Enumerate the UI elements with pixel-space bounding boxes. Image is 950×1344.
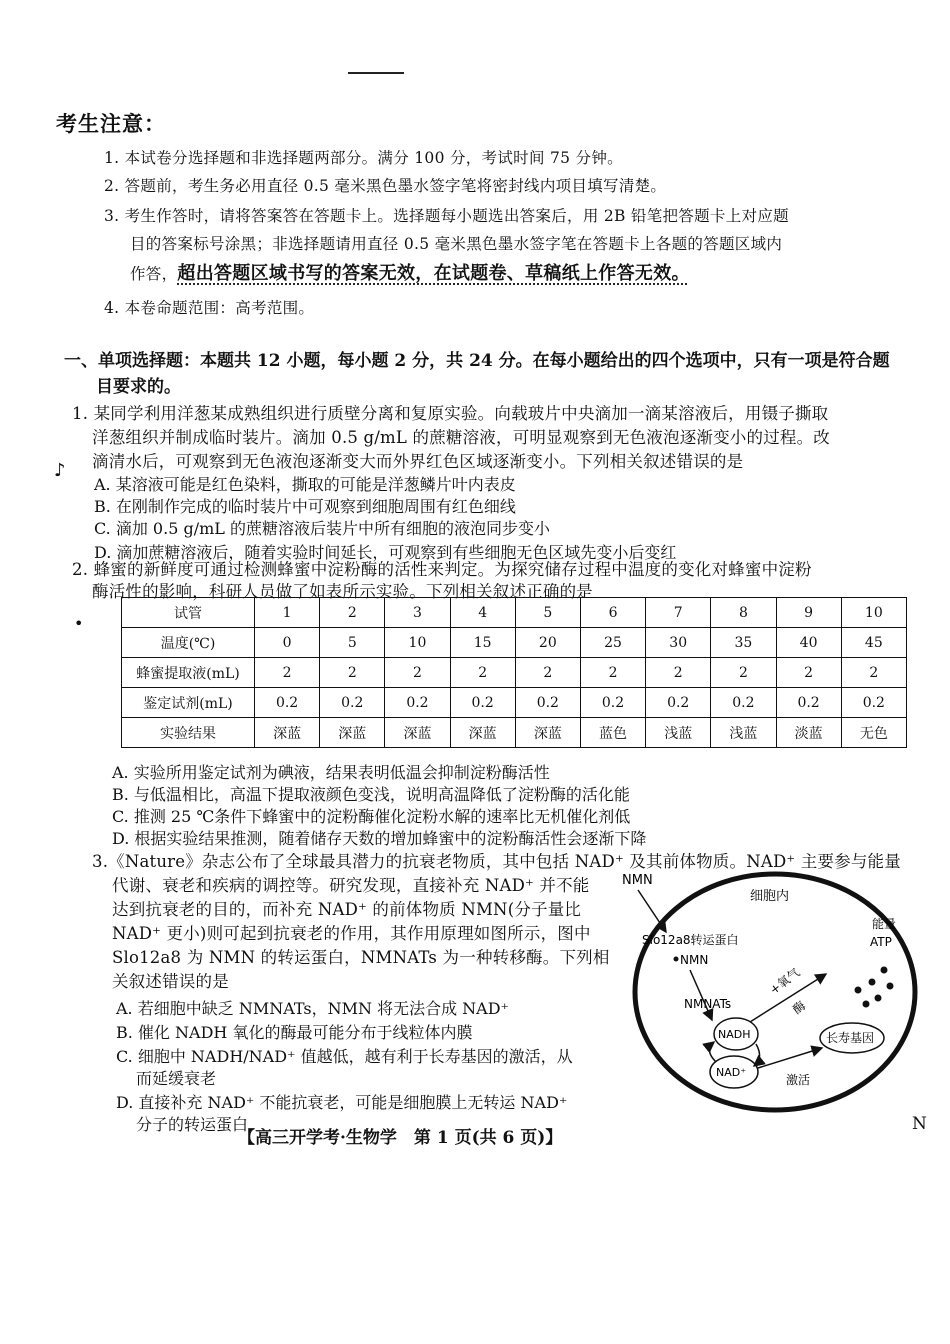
- notice-item-3-line-2: 目的答案标号涂黑；非选择题请用直径 0.5 毫米黑色墨水签字笔在答题卡上各题的答题区域内: [130, 235, 783, 253]
- table-row: [122, 598, 907, 628]
- experiment-table: [121, 597, 907, 748]
- table-cell: 2: [255, 658, 320, 688]
- table-cell: 深蓝: [255, 718, 320, 748]
- table-cell: 无色: [841, 718, 906, 748]
- q3-option-d-line-1: D. 直接补充 NAD⁺ 不能抗衰老，可能是细胞膜上无转运 NAD⁺: [116, 1093, 568, 1112]
- atp-dot: [881, 967, 888, 974]
- table-cell: 0.2: [385, 688, 450, 718]
- table-cell: 5: [515, 598, 580, 628]
- table-cell: 2: [515, 658, 580, 688]
- q3-option-a: A. 若细胞中缺乏 NMNATs，NMN 将无法合成 NAD⁺: [116, 999, 509, 1018]
- corner-mark: N: [912, 1114, 927, 1134]
- q3-stem-line-1: 3.《Nature》杂志公布了全球最具潜力的抗衰老物质，其中包括 NAD⁺ 及其前体物质。NAD⁺ 主要参与能量: [92, 852, 901, 871]
- notice-item-2: 2. 答题前，考生务必用直径 0.5 毫米黑色墨水签字笔将密封线内项目填写清楚。: [104, 177, 667, 195]
- table-cell: 4: [450, 598, 515, 628]
- pen-mark-icon: ♪: [54, 460, 66, 481]
- table-cell: 0.2: [711, 688, 776, 718]
- table-cell: 0.2: [841, 688, 906, 718]
- table-cell: 30: [646, 628, 711, 658]
- atp-dot: [875, 995, 882, 1002]
- nmn-dot: [674, 957, 679, 962]
- table-cell: 深蓝: [515, 718, 580, 748]
- section-heading-line-2: 目要求的。: [96, 377, 181, 397]
- arrow-nmn-to-nad: [690, 970, 712, 1020]
- table-cell: 0.2: [450, 688, 515, 718]
- q3-option-b: B. 催化 NADH 氧化的酶最可能分布于线粒体内膜: [116, 1023, 473, 1042]
- table-cell: 0: [255, 628, 320, 658]
- row-label-result: 实验结果: [122, 718, 255, 748]
- table-cell: 9: [776, 598, 841, 628]
- table-cell: 2: [320, 658, 385, 688]
- table-cell: 淡蓝: [776, 718, 841, 748]
- table-cell: 15: [450, 628, 515, 658]
- table-cell: 40: [776, 628, 841, 658]
- arrow-nmn-entry: [638, 890, 666, 932]
- q2-option-d: D. 根据实验结果推测，随着储存天数的增加蜂蜜中的淀粉酶活性会逐渐下降: [112, 829, 647, 848]
- q3-option-c-line-2: 而延缓衰老: [136, 1069, 217, 1088]
- table-cell: 深蓝: [450, 718, 515, 748]
- table-cell: 0.2: [776, 688, 841, 718]
- q2-stem-line-1: 2. 蜂蜜的新鲜度可通过检测蜂蜜中淀粉酶的活性来判定。为探究储存过程中温度的变化对蜂蜜中淀粉: [72, 560, 812, 579]
- q1-stem-line-2: 洋葱组织并制成临时装片。滴加 0.5 g/mL 的蔗糖溶液，可明显观察到无色液泡逐渐变小的过程。改: [92, 428, 830, 447]
- table-cell: 10: [841, 598, 906, 628]
- table-cell: 20: [515, 628, 580, 658]
- table-cell: 5: [320, 628, 385, 658]
- table-cell: 10: [385, 628, 450, 658]
- notice-item-4: 4. 本卷命题范围：高考范围。: [104, 299, 315, 317]
- q1-option-d: D. 滴加蔗糖溶液后，随着实验时间延长，可观察到有些细胞无色区域先变小后变红: [94, 543, 677, 562]
- table-cell: 0.2: [320, 688, 385, 718]
- table-cell: 2: [841, 658, 906, 688]
- atp-dot: [887, 983, 894, 990]
- table-row: [122, 658, 907, 688]
- table-cell: 1: [255, 598, 320, 628]
- longevity-gene-label: 长寿基因: [826, 1031, 875, 1045]
- table-row: [122, 628, 907, 658]
- notice-item-3-line-1: 3. 考生作答时，请将答案答在答题卡上。选择题每小题选出答案后，用 2B 铅笔把答题卡上对应题: [104, 207, 789, 225]
- q3-stem-line-6: 关叙述错误的是: [112, 972, 229, 991]
- table-cell: 0.2: [580, 688, 645, 718]
- q2-option-a: A. 实验所用鉴定试剂为碘液，结果表明低温会抑制淀粉酶活性: [112, 763, 550, 782]
- q3-stem-line-3: 达到抗衰老的目的，而补充 NAD⁺ 的前体物质 NMN(分子量比: [112, 900, 582, 919]
- table-cell: 45: [841, 628, 906, 658]
- row-label-temperature: 温度(℃): [122, 628, 255, 658]
- bullet-dot: •: [74, 614, 84, 633]
- nmn-inside-label: NMN: [680, 953, 709, 967]
- energy-label: 能量: [872, 917, 897, 931]
- q1-stem-line-1: 1. 某同学利用洋葱某成熟组织进行质壁分离和复原实验。向载玻片中央滴加一滴某溶液后，用镊子撕取: [72, 404, 829, 423]
- q2-option-c: C. 推测 25 ℃条件下蜂蜜中的淀粉酶催化淀粉水解的速率比无机催化剂低: [112, 807, 631, 826]
- arrow-activate: [758, 1048, 822, 1068]
- enzyme-label: 酶: [790, 998, 809, 1017]
- atp-dot: [855, 987, 862, 994]
- table-cell: 7: [646, 598, 711, 628]
- page-footer: 【高三开学考·生物学 第 1 页(共 6 页)】: [238, 1128, 563, 1148]
- table-row: [122, 718, 907, 748]
- table-cell: 浅蓝: [646, 718, 711, 748]
- nadh-label: NADH: [718, 1028, 751, 1041]
- table-cell: 2: [711, 658, 776, 688]
- table-cell: 2: [450, 658, 515, 688]
- q1-option-b: B. 在刚制作完成的临时装片中可观察到细胞周围有红色细线: [94, 497, 516, 516]
- q3-stem-line-4: NAD⁺ 更小)则可起到抗衰老的作用，其作用原理如图所示，图中: [112, 924, 591, 943]
- table-cell: 25: [580, 628, 645, 658]
- nad-label: NAD⁺: [716, 1066, 747, 1079]
- table-cell: 蓝色: [580, 718, 645, 748]
- oxygen-label: +氧气: [766, 965, 803, 998]
- table-cell: 深蓝: [385, 718, 450, 748]
- row-label-reagent: 鉴定试剂(mL): [122, 688, 255, 718]
- table-cell: 0.2: [255, 688, 320, 718]
- nmn-mechanism-diagram: [600, 862, 930, 1124]
- atp-dot: [869, 979, 876, 986]
- top-rule: [348, 72, 404, 74]
- arrow-nadh-to-nad: [754, 1044, 760, 1066]
- table-cell: 2: [776, 658, 841, 688]
- atp-dot: [863, 1001, 870, 1008]
- table-cell: 3: [385, 598, 450, 628]
- table-cell: 深蓝: [320, 718, 385, 748]
- atp-label: ATP: [870, 935, 892, 949]
- notice-title: 考生注意：: [56, 111, 166, 136]
- q3-option-c-line-1: C. 细胞中 NADH/NAD⁺ 值越低，越有利于长寿基因的激活，从: [116, 1047, 573, 1066]
- notice-item-1: 1. 本试卷分选择题和非选择题两部分。满分 100 分，考试时间 75 分钟。: [104, 149, 623, 167]
- section-heading-line-1: 一、单项选择题：本题共 12 小题，每小题 2 分，共 24 分。在每小题给出的四个选项中，只有一项是符合题: [64, 351, 890, 371]
- table-cell: 2: [580, 658, 645, 688]
- table-cell: 2: [320, 598, 385, 628]
- q3-option-d-line-2: 分子的转运蛋白: [136, 1115, 249, 1134]
- q1-stem-line-3: 滴清水后，可观察到无色液泡逐渐变大而外界红色区域逐渐变小。下列相关叙述错误的是: [92, 452, 744, 471]
- cell-inside-label: 细胞内: [750, 889, 790, 904]
- table-cell: 8: [711, 598, 776, 628]
- notice-warning: 超出答题区域书写的答案无效，在试题卷、草稿纸上作答无效。: [177, 263, 690, 284]
- row-label-tube: 试管: [122, 598, 255, 628]
- q2-option-b: B. 与低温相比，高温下提取液颜色变浅，说明高温降低了淀粉酶的活化能: [112, 785, 630, 804]
- table-cell: 0.2: [646, 688, 711, 718]
- q3-stem-line-5: Slo12a8 为 NMN 的转运蛋白，NMNATs 为一种转移酶。下列相: [112, 948, 610, 967]
- notice-item-3-line-3: [130, 259, 690, 285]
- table-cell: 6: [580, 598, 645, 628]
- table-row: [122, 688, 907, 718]
- q3-stem-line-2: 代谢、衰老和疾病的调控等。研究发现，直接补充 NAD⁺ 并不能: [112, 876, 590, 895]
- notice-item-3-prefix: 作答，: [130, 265, 178, 283]
- q1-option-c: C. 滴加 0.5 g/mL 的蔗糖溶液后装片中所有细胞的液泡同步变小: [94, 519, 550, 538]
- nmn-outside-label: NMN: [622, 873, 653, 888]
- table-cell: 35: [711, 628, 776, 658]
- table-cell: 2: [646, 658, 711, 688]
- transporter-label: Slo12a8转运蛋白: [642, 933, 739, 947]
- table-cell: 0.2: [515, 688, 580, 718]
- q2-stem-line-2: 酶活性的影响，科研人员做了如表所示实验。下列相关叙述正确的是: [92, 582, 593, 601]
- row-label-honey: 蜂蜜提取液(mL): [122, 658, 255, 688]
- table-cell: 浅蓝: [711, 718, 776, 748]
- activate-label: 激活: [786, 1073, 811, 1087]
- arrow-nad-to-nadh: [709, 1042, 716, 1062]
- table-cell: 2: [385, 658, 450, 688]
- nmnats-label: NMNATs: [684, 997, 732, 1011]
- q1-option-a: A. 某溶液可能是红色染料，撕取的可能是洋葱鳞片叶内表皮: [94, 475, 516, 494]
